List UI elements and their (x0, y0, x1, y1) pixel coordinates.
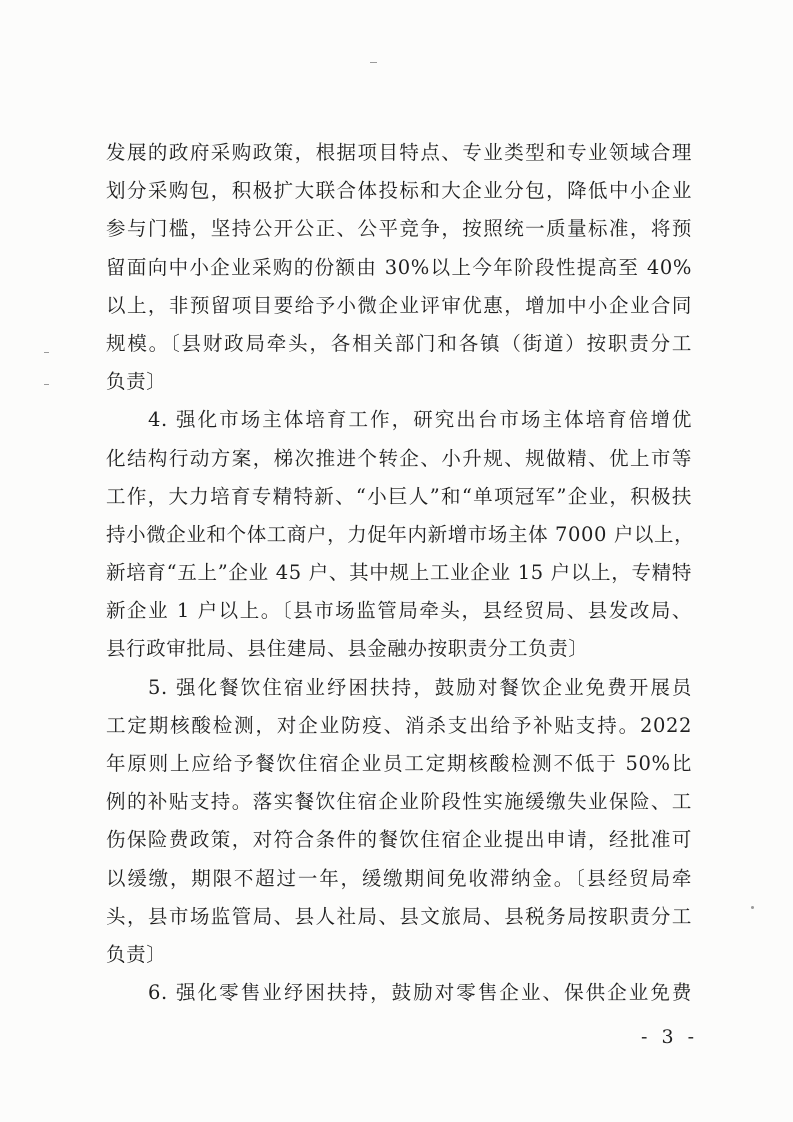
document-body (106, 134, 695, 1012)
text-line: 6. 强化零售业纾困扶持，鼓励对零售企业、保供企业免费 (148, 981, 692, 1005)
text-line: 以上，非预留项目要给予小微企业评审优惠，增加中小企业合同 (106, 293, 692, 317)
text-line: 规模。〔县财政局牵头，各相关部门和各镇（街道）按职责分工 (106, 331, 692, 355)
text-line: 伤保险费政策，对符合条件的餐饮住宿企业提出申请，经批准可 (106, 828, 692, 852)
text-line: 划分采购包，积极扩大联合体投标和大企业分包，降低中小企业 (106, 179, 692, 203)
text-line: 负责〕 (106, 942, 167, 966)
text-line: 以缓缴，期限不超过一年，缓缴期间免收滞纳金。〔县经贸局牵 (106, 866, 692, 890)
text-line: 持小微企业和个体工商户，力促年内新增市场主体 7000 户以上， (106, 522, 695, 546)
page-number: - 3 - (641, 1026, 699, 1048)
scan-speck (370, 62, 377, 63)
text-line: 工定期核酸检测，对企业防疫、消杀支出给予补贴支持。2022 (106, 713, 692, 737)
text-line: 县行政审批局、县住建局、县金融办按职责分工负责〕 (106, 637, 589, 661)
paragraph-item-4 (106, 401, 695, 668)
scan-speck (44, 352, 49, 353)
text-line: 新企业 1 户以上。〔县市场监管局牵头，县经贸局、县发改局、 (106, 599, 692, 623)
text-line: 头，县市场监管局、县人社局、县文旅局、县税务局按职责分工 (106, 904, 692, 928)
text-line: 负责〕 (106, 370, 167, 394)
text-line: 发展的政府采购政策，根据项目特点、专业类型和专业领域合理 (106, 141, 692, 164)
text-line: 5. 强化餐饮住宿业纾困扶持，鼓励对餐饮企业免费开展员 (148, 675, 692, 699)
text-line: 4. 强化市场主体培育工作，研究出台市场主体培育倍增优 (148, 408, 692, 432)
text-line: 例的补贴支持。落实餐饮住宿企业阶段性实施缓缴失业保险、工 (106, 790, 692, 814)
paragraph-item-5 (106, 669, 692, 975)
scan-speck (751, 906, 754, 909)
paragraph-continued (106, 134, 692, 401)
paragraph-item-6 (106, 974, 692, 1012)
text-line: 工作，大力培育专精特新、“小巨人”和“单项冠军”企业，积极扶 (106, 484, 692, 508)
scan-speck (44, 384, 49, 385)
text-line: 新培育“五上”企业 45 户、其中规上工业企业 15 户以上，专精特 (106, 561, 692, 585)
text-line: 化结构行动方案，梯次推进个转企、小升规、规做精、优上市等 (106, 446, 692, 470)
text-line: 留面向中小企业采购的份额由 30%以上今年阶段性提高至 40% (106, 255, 692, 279)
text-line: 参与门槛，坚持公开公正、公平竞争，按照统一质量标准，将预 (106, 217, 692, 241)
text-line: 年原则上应给予餐饮住宿企业员工定期核酸检测不低于 50%比 (106, 752, 692, 775)
